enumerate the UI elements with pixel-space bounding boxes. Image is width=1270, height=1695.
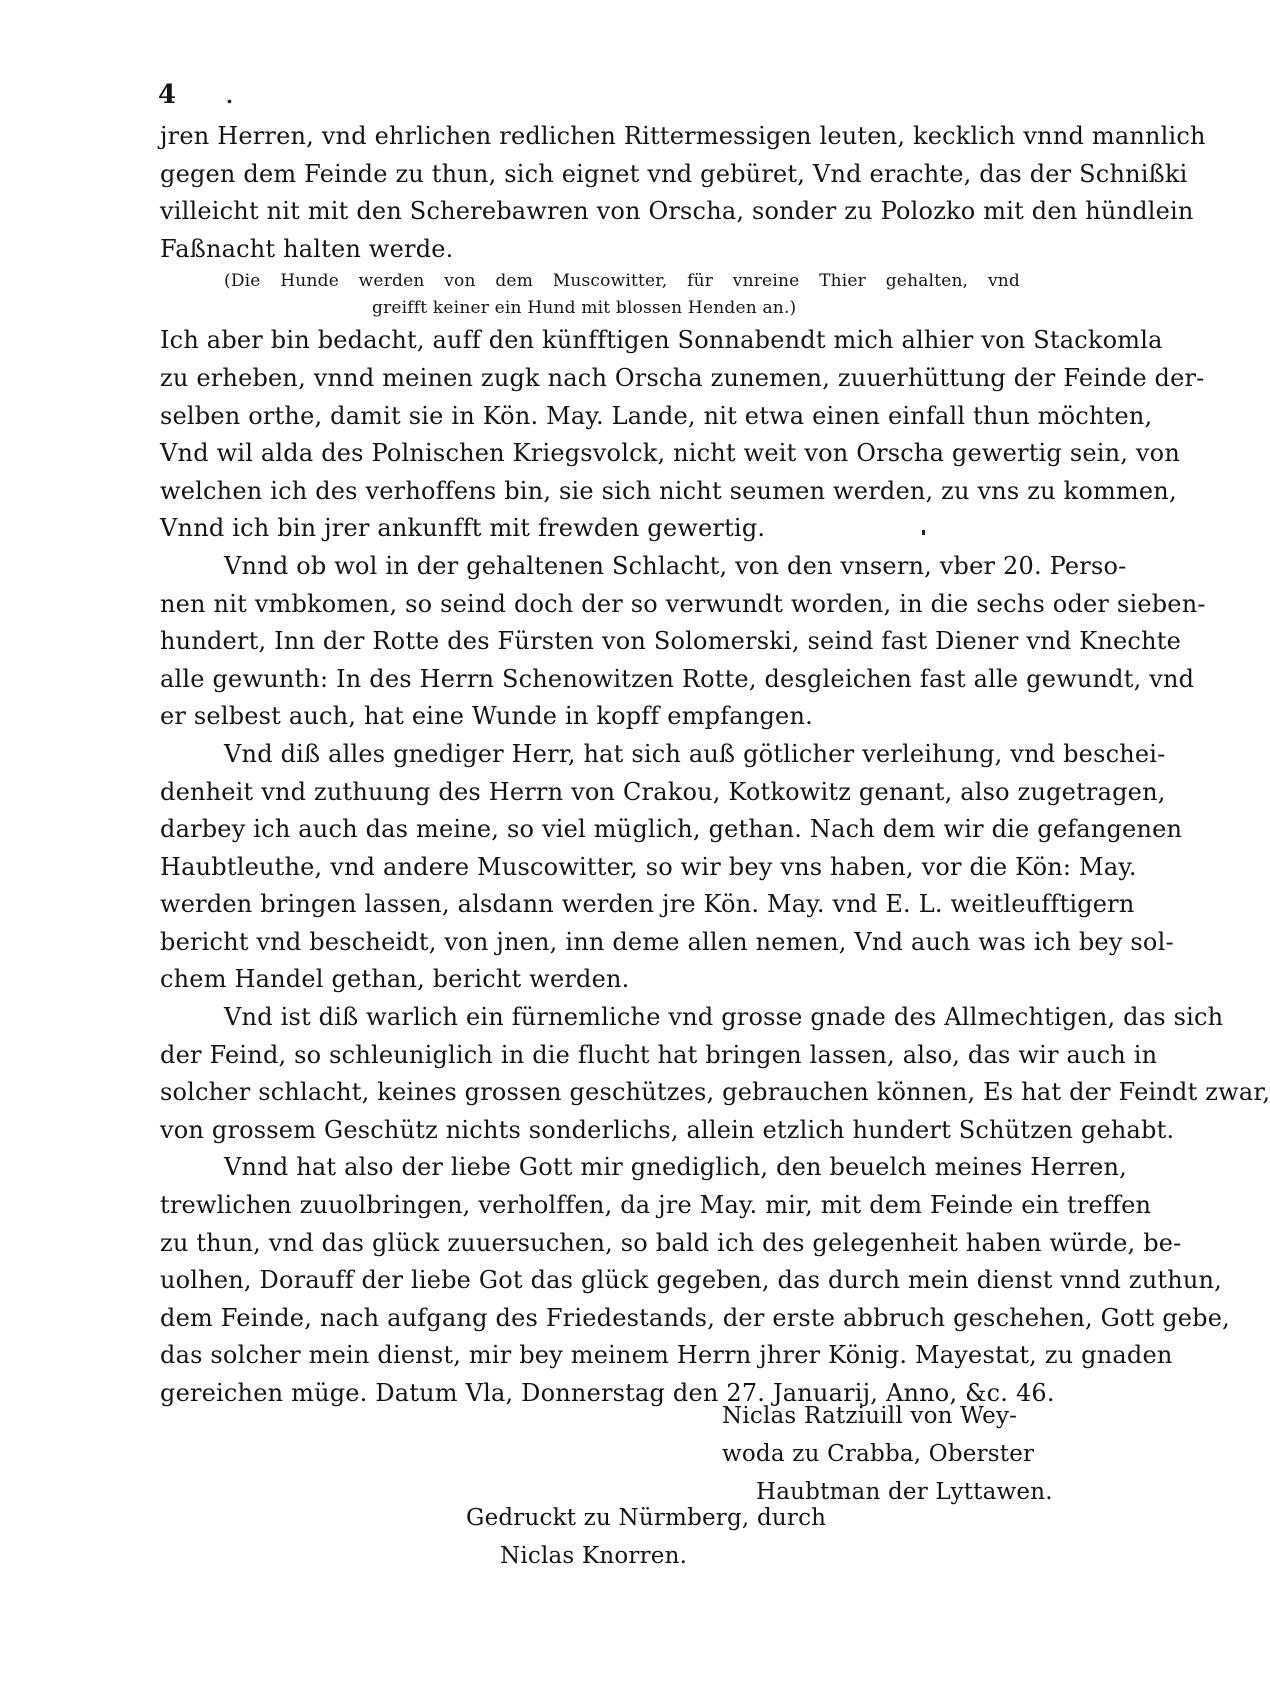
text-line: uolhen, Dorauff der liebe Got das glück gegeben, das durch mein dienst vnnd zuthun, <box>160 1266 1222 1295</box>
text-line: hundert, Inn der Rotte des Fürsten von Solomerski, seind fast Diener vnd Knechte <box>160 627 1181 656</box>
text-line: nen nit vmbkomen, so seind doch der so verwundt worden, in die sechs oder sieben- <box>160 589 1206 618</box>
text-line: Vnnd ich bin jrer ankunfft mit frewden gewertig. <box>160 514 766 543</box>
paragraph <box>160 322 1205 548</box>
text-line: darbey ich auch das meine, so viel müglich, gethan. Nach dem wir die gefangenen <box>160 815 1183 844</box>
text-line: Faßnacht halten werde. <box>160 234 454 263</box>
paragraph <box>160 548 1206 736</box>
text-line: trewlichen zuuolbringen, verholffen, da jre May. mir, mit dem Feinde ein treffen <box>160 1191 1152 1220</box>
text-line: welchen ich des verhoffens bin, sie sich nicht seumen werden, zu vns zu kommen, <box>160 476 1177 505</box>
text-line: zu thun, vnd das glück zuuersuchen, so bald ich des gelegenheit haben würde, be- <box>160 1228 1182 1257</box>
text-line: Vnnd hat also der liebe Gott mir gnediglich, den beuelch meines Herren, <box>224 1153 1127 1182</box>
text-line: Vnd diß alles gnediger Herr, hat sich auß götlicher verleihung, vnd beschei- <box>224 739 1166 768</box>
text-line: solcher schlacht, keines grossen geschützes, gebrauchen können, Es hat der Feindt zwar, <box>160 1078 1270 1107</box>
body-text <box>160 118 1270 1413</box>
text-line: dem Feinde, nach aufgang des Friedestands, der erste abbruch geschehen, Gott gebe, <box>160 1303 1230 1332</box>
text-line: selben orthe, damit sie in Kön. May. Lande, nit etwa einen einfall thun möchten, <box>160 401 1153 430</box>
signature-line: Haubtman der Lyttawen. <box>756 1479 1053 1505</box>
text-line: denheit vnd zuthuung des Herrn von Crakou, Kotkowitz genant, also zugetragen, <box>160 777 1166 806</box>
text-line: villeicht nit mit den Scherebawren von Orscha, sonder zu Polozko mit den hündlein <box>160 197 1194 226</box>
paragraph <box>160 736 1183 999</box>
text-line: zu erheben, vnnd meinen zugk nach Orscha zunemen, zuuerhüttung der Feinde der- <box>160 363 1205 392</box>
text-line: gereichen müge. Datum Vla, Donnerstag den 27. Januarij, Anno, &c. 46. <box>160 1379 1055 1407</box>
paragraph-continuation <box>160 118 1206 268</box>
footnote-line: greifft keiner ein Hund mit blossen Henden an.) <box>372 298 797 319</box>
page-mark: . <box>226 84 233 108</box>
page-number: 4 <box>158 80 177 110</box>
text-line: alle gewunth: In des Herrn Schenowitzen Rotte, desgleichen fast alle gewundt, vnd <box>160 664 1195 693</box>
ink-speck <box>922 530 925 535</box>
text-line: Vnd ist diß warlich ein fürnemliche vnd grosse gnade des Allmechtigen, das sich <box>224 1003 1224 1032</box>
text-line: der Feind, so schleuniglich in die flucht hat bringen lassen, also, das wir auch in <box>160 1040 1158 1069</box>
text-line: gegen dem Feinde zu thun, sich eignet vnd gebüret, Vnd erachte, das der Schnißki <box>160 159 1188 188</box>
text-line: das solcher mein dienst, mir bey meinem Herrn jhrer König. Mayestat, zu gnaden <box>160 1341 1173 1370</box>
footnote-line: (Die Hunde werden von dem Muscowitter, für vnreine Thier gehalten, vnd <box>224 271 1020 292</box>
text-line: Ich aber bin bedacht, auff den künfftigen Sonnabendt mich alhier von Stackomla <box>160 326 1163 355</box>
paragraph <box>160 999 1270 1149</box>
text-line: Vnnd ob wol in der gehaltenen Schlacht, von den vnsern, vber 20. Perso- <box>224 551 1127 580</box>
text-line: chem Handel gethan, bericht werden. <box>160 965 630 994</box>
signature-block <box>722 1397 1053 1511</box>
text-line: Vnd wil alda des Polnischen Kriegsvolck, nicht weit von Orscha gewertig sein, von <box>160 439 1180 468</box>
text-line: Haubtleuthe, vnd andere Muscowitter, so wir bey vns haben, vor die Kön: May. <box>160 852 1137 881</box>
text-line: er selbest auch, hat eine Wunde in kopff empfangen. <box>160 702 813 731</box>
imprint-line: Gedruckt zu Nürmberg, durch <box>466 1505 827 1531</box>
text-line: werden bringen lassen, alsdann werden jre Kön. May. vnd E. L. weitleufftigern <box>160 890 1135 919</box>
footnote <box>160 268 1080 322</box>
paragraph <box>160 1149 1230 1412</box>
text-line: bericht vnd bescheidt, von jnen, inn deme allen nemen, Vnd auch was ich bey sol- <box>160 927 1174 956</box>
text-line: jren Herren, vnd ehrlichen redlichen Rittermessigen leuten, kecklich vnnd mannlich <box>160 122 1206 150</box>
printer-imprint <box>466 1499 826 1575</box>
imprint-line: Niclas Knorren. <box>500 1543 688 1569</box>
signature-line: woda zu Crabba, Oberster <box>722 1441 1035 1467</box>
signature-line: Niclas Ratziuill von Wey- <box>722 1403 1018 1429</box>
text-line: von grossem Geschütz nichts sonderlichs, allein etzlich hundert Schützen gehabt. <box>160 1115 1175 1144</box>
